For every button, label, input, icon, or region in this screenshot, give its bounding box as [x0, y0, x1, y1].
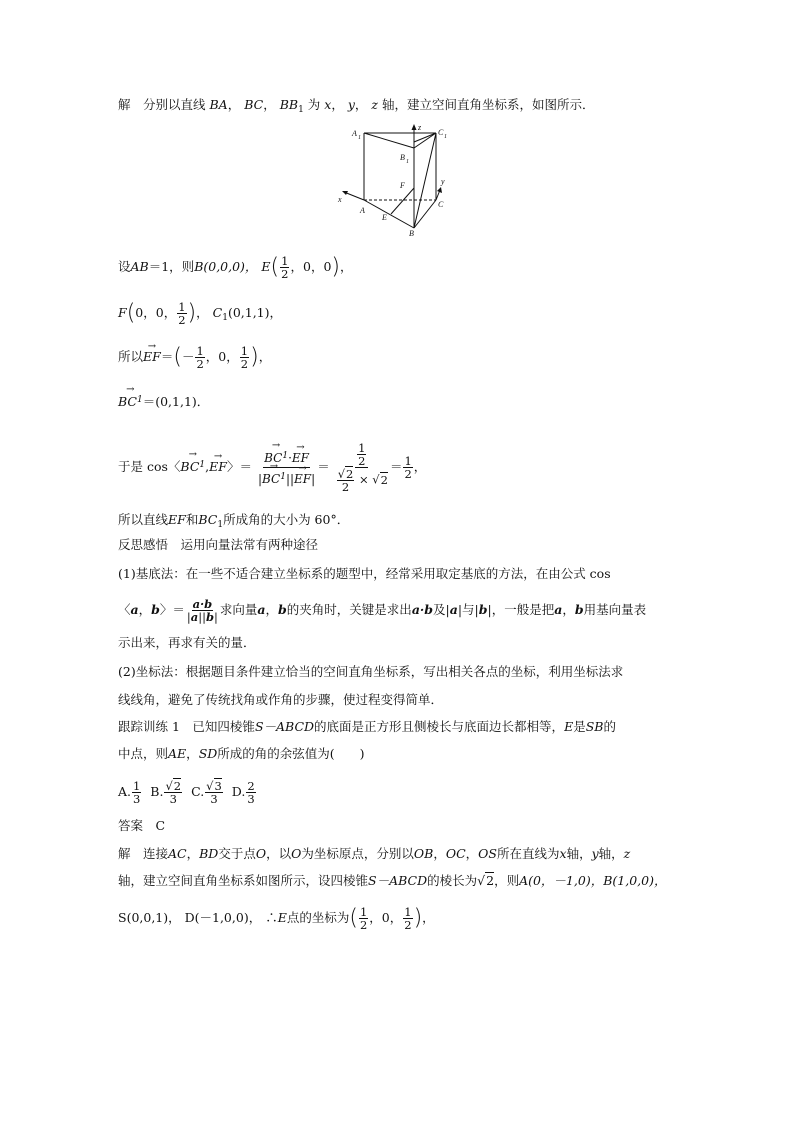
label-C: C	[438, 200, 444, 209]
bc1-vector-line: → $BC^1=(0,1,1)$．	[118, 392, 209, 410]
label-x: x	[338, 195, 342, 204]
label-y: y	[441, 177, 445, 186]
solution-intro-line: 解 分别以直线 BA， BC， $BB_1$ 为 x， y， z 轴，建立空间直角坐标系，如图所示．	[118, 97, 595, 115]
practice-line1: 跟踪训练 1 已知四棱锥S－ABCD的底面是正方形且侧棱长与底面边长都相等，E是SB的	[118, 719, 616, 734]
practice-options	[118, 780, 257, 805]
label-A1: A	[352, 129, 357, 138]
solution2-line2: 轴，建立空间直角坐标系如图所示，设四棱锥S－ABCD的棱长为√2，则A(0，－1,0)，B(1,0,0)，	[118, 873, 667, 888]
label-E: E	[382, 213, 387, 222]
solution2-line1: 解 连接AC，BD交于点O，以O为坐标原点，分别以OB，OC，OS所在直线为x轴，y轴，z	[118, 846, 631, 861]
reflection-p2-line1: (2)坐标法：根据题目条件建立恰当的空间直角坐标系，写出相关各点的坐标，利用坐标法求	[118, 664, 624, 679]
label-B1-sub: 1	[406, 159, 409, 165]
conclusion-line: 所以直线EF和$BC_1$所成角的大小为 60°．	[118, 512, 350, 530]
option-c[interactable]: C. $\frac{√3}{3}$	[191, 779, 222, 806]
reflection-p1-line3: 示出来，再求有关的量．	[118, 635, 256, 650]
label-B: B	[409, 229, 414, 238]
reflection-p1-line1: (1)基底法：在一些不适合建立坐标系的题型中，经常采用取定基底的方法，在由公式 cos	[118, 566, 611, 581]
practice-line2: 中点，则AE，SD所成的角的余弦值为( )	[118, 746, 365, 761]
solution2-line3: S(0,0,1)， D(－1,0,0)， ∴E点的坐标为( $\frac{1}{2}$ ，0， $\frac{1}{2}$ )，	[118, 905, 435, 932]
label-A1-sub: 1	[358, 135, 361, 141]
coords-line-1: 设AB＝1，则B(0,0,0)， E( $\frac{1}{2}$ ，0，0)，	[118, 254, 353, 281]
prism-coordinate-figure	[336, 120, 456, 240]
reflection-title: 反思感悟 运用向量法常有两种途径	[118, 537, 319, 552]
label-C1-sub: 1	[444, 134, 447, 140]
label-C1: C	[438, 128, 444, 137]
coords-line-2: F(0，0， $\frac{1}{2}$ )， $C_1(0,1,1)$，	[118, 300, 283, 327]
cos-formula-line: 于是 cos〈→ $BC^1,\to$ EF〉＝ → $\frac{BC^1\cdot\to EF}{|\to BC^1||\to EF|}$ ＝ $\frac{1}{2}$ $\frac{√2}{2}$ × √2 ＝ $\frac{1}{2}$ ，	[118, 442, 426, 493]
answer-line: 答案 C	[118, 818, 166, 833]
option-b[interactable]: B. $\frac{√2}{3}$	[150, 779, 182, 806]
option-a[interactable]: A. $\frac{1}{3}$	[118, 779, 141, 806]
label-F: F	[400, 181, 405, 190]
label-A: A	[360, 206, 365, 215]
reflection-p2-line2: 线线角，避免了传统找角或作角的步骤，使过程变得简单．	[118, 692, 444, 707]
label-B1: B	[400, 153, 405, 162]
label-z: z	[418, 123, 422, 132]
reflection-p1-line2: 〈a，b〉＝ $\frac{a\cdot b}{|a||b|}$ 求向量a，b的夹角时，关键是求出a·b及|a|与|b|，一般是把a，b用基向量表	[118, 597, 647, 624]
ef-vector-line: 所以→ EF＝(－ $\frac{1}{2}$ ，0， $\frac{1}{2}$ )，	[118, 345, 271, 370]
option-d[interactable]: D. $\frac{2}{3}$	[231, 779, 255, 806]
